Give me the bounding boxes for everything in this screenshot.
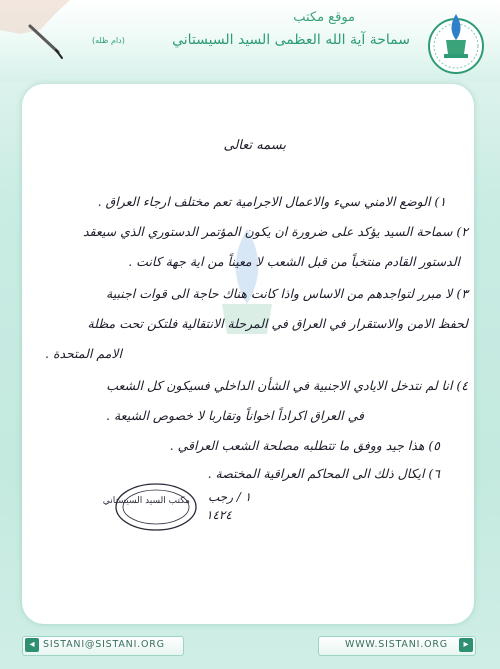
letter-line: ٦) ايكال ذلك الى المحاكم العراقية المختصة . [207,466,440,481]
website-link[interactable]: WWW.SISTANI.ORG [345,639,448,650]
email-link[interactable]: SISTANI@SISTANI.ORG [43,639,165,650]
date-day-month: ١ / رجب [208,490,252,504]
letter-line: ٢) سماحة السيد يؤكد على ضرورة ان يكون المؤتمر الدستوري الذي سيعقد [83,224,468,239]
website-link-bar[interactable] [318,636,476,656]
letter-line: في العراق اكراداً اخواناً وتقاربا لا خصوص الشيعة . [106,408,364,423]
email-link-bar[interactable] [22,636,184,656]
letter-line: ٥) هذا جيد ووفق ما تتطلبه مصلحة الشعب العراقي . [169,438,440,453]
honorific-note: (دام ظله) [92,36,125,45]
letter-line: ٤) انا لم نتدخل الايادي الاجنبية في الشأن الداخلي فسيكون كل الشعب [106,378,468,393]
basmala: بسمه تعالى [223,138,286,153]
arrow-right-icon: ▸ [459,638,473,652]
site-title: موقع مكتب [293,10,355,25]
letter-paper [22,84,474,624]
seal-stamp-text: مكتب السيد السيستاني [102,496,190,506]
letter-line: ٣) لا مبرر لتواجدهم من الاساس واذا كانت هناك حاجة الى قوات اجنبية [106,286,468,301]
sistani-emblem-logo [420,6,492,78]
letter-line: لحفظ الامن والاستقرار في العراق في المرحلة الانتقالية فلتكن تحت مظلة [87,316,468,331]
letter-line: الامم المتحدة . [45,346,122,361]
letter-line: الدستور القادم منتخباً من قبل الشعب لا معيناً من اية جهة كانت . [128,254,460,269]
header [0,0,500,82]
arrow-left-icon: ◂ [25,638,39,652]
office-name: سماحة آية الله العظمى السيد السيستاني [172,32,410,48]
writing-hand-icon [0,0,70,70]
seal-stamp [102,482,198,532]
letter-line: ١) الوضع الامني سيء والاعمال الاجرامية تعم مختلف ارجاء العراق . [97,194,446,209]
date-year: ١٤٢٤ [206,508,232,522]
